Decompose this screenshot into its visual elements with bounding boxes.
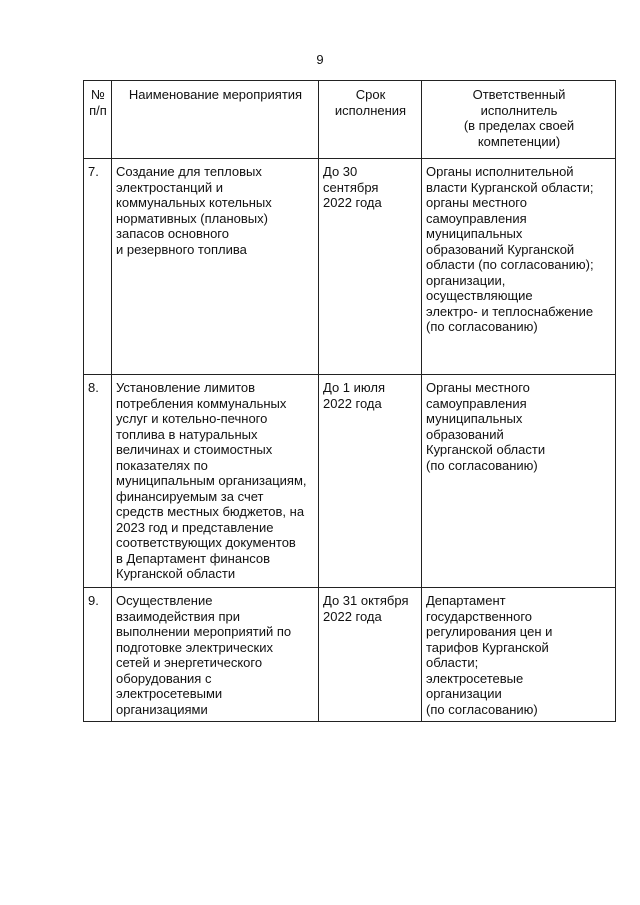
text-line: самоуправления: [426, 210, 527, 226]
row-number: 9.: [84, 588, 112, 722]
text-line: средств местных бюджетов, на: [116, 504, 305, 519]
text-line: государственного: [426, 608, 533, 624]
text-line: (по согласованию): [426, 457, 538, 473]
text-line: сетей и энергетического: [116, 655, 263, 670]
responsible-executor: [422, 159, 616, 375]
text-line: организации,: [426, 272, 506, 288]
text-line: нормативных (плановых): [116, 210, 268, 226]
text-line: муниципальным организациям,: [116, 473, 307, 488]
text-line: органы местного: [426, 195, 527, 210]
text-line: в Департамент финансов: [116, 550, 271, 566]
measure-name: [112, 159, 319, 375]
text-line: Создание для тепловых: [116, 164, 262, 179]
text-line: взаимодействия при: [116, 608, 240, 624]
header-deadline: [319, 81, 422, 159]
text-line: соответствующих документов: [116, 535, 296, 550]
text-line: образований Курганской: [426, 241, 575, 257]
text-line: Органы исполнительной: [426, 164, 574, 179]
page-number: 9: [316, 52, 324, 67]
text-line: Ответственный: [472, 87, 566, 102]
text-line: Курганской области: [116, 566, 236, 581]
text-line: До 30: [323, 164, 358, 179]
measures-table: [83, 80, 616, 722]
deadline: [319, 375, 422, 588]
text-line: Срок: [355, 87, 386, 102]
text-line: п/п: [89, 102, 107, 118]
header-number: [84, 81, 112, 159]
text-line: выполнении мероприятий по: [116, 624, 292, 639]
text-line: Курганской области: [426, 442, 546, 457]
text-line: Органы местного: [426, 380, 530, 395]
text-line: №: [91, 87, 105, 102]
text-line: Департамент: [426, 593, 506, 608]
text-line: муниципальных: [426, 411, 523, 426]
text-line: 2022 года: [323, 608, 382, 624]
text-line: области (по согласованию);: [426, 257, 594, 272]
text-line: подготовке электрических: [116, 639, 273, 655]
text-line: муниципальных: [426, 226, 523, 241]
deadline: [319, 588, 422, 722]
table-row: [84, 588, 616, 722]
text-line: оборудования с: [116, 670, 212, 686]
text-line: регулирования цен и: [426, 624, 553, 639]
text-line: потребления коммунальных: [116, 395, 287, 411]
header-measure-name: [112, 81, 319, 159]
text-line: компетенции): [477, 133, 561, 149]
row-number: 7.: [84, 159, 112, 375]
text-line: образований: [426, 426, 504, 442]
text-line: коммунальных котельных: [116, 195, 272, 210]
text-line: До 31 октября: [323, 593, 409, 608]
text-line: показателях по: [116, 457, 208, 473]
text-line: финансируемым за счет: [116, 488, 264, 504]
text-line: организациями: [116, 701, 208, 717]
text-line: электросетевые: [426, 670, 524, 686]
text-line: самоуправления: [426, 395, 527, 411]
text-line: (по согласованию): [426, 701, 538, 717]
text-line: власти Курганской области;: [426, 179, 594, 195]
header-responsible: [422, 81, 616, 159]
text-line: организации: [426, 686, 502, 701]
table-header-row: [84, 81, 616, 159]
text-line: (в пределах своей: [463, 118, 575, 133]
text-line: исполнения: [334, 102, 407, 118]
text-line: Наименование мероприятия: [128, 87, 303, 102]
text-line: Осуществление: [116, 593, 213, 608]
row-number: 8.: [84, 375, 112, 588]
responsible-executor: [422, 588, 616, 722]
responsible-executor: [422, 375, 616, 588]
text-line: осуществляющие: [426, 288, 533, 303]
deadline: [319, 159, 422, 375]
text-line: сентября: [323, 179, 379, 195]
text-line: топлива в натуральных: [116, 426, 258, 442]
text-line: До 1 июля: [323, 380, 385, 395]
text-line: электро- и теплоснабжение: [426, 303, 594, 319]
text-line: электросетевыми: [116, 686, 223, 701]
measure-name: [112, 375, 319, 588]
text-line: Установление лимитов: [116, 380, 256, 395]
text-line: и резервного топлива: [116, 241, 247, 257]
text-line: электростанций и: [116, 179, 223, 195]
text-line: области;: [426, 655, 479, 670]
text-line: величинах и стоимостных: [116, 442, 273, 457]
text-line: запасов основного: [116, 226, 229, 241]
text-line: 2023 год и представление: [116, 519, 274, 535]
text-line: исполнитель: [480, 102, 558, 118]
measure-name: [112, 588, 319, 722]
table-row: [84, 375, 616, 588]
table-row: [84, 159, 616, 375]
text-line: тарифов Курганской: [426, 639, 549, 655]
text-line: (по согласованию): [426, 319, 538, 334]
text-line: 2022 года: [323, 395, 382, 411]
text-line: 2022 года: [323, 195, 382, 210]
text-line: услуг и котельно-печного: [116, 411, 268, 426]
